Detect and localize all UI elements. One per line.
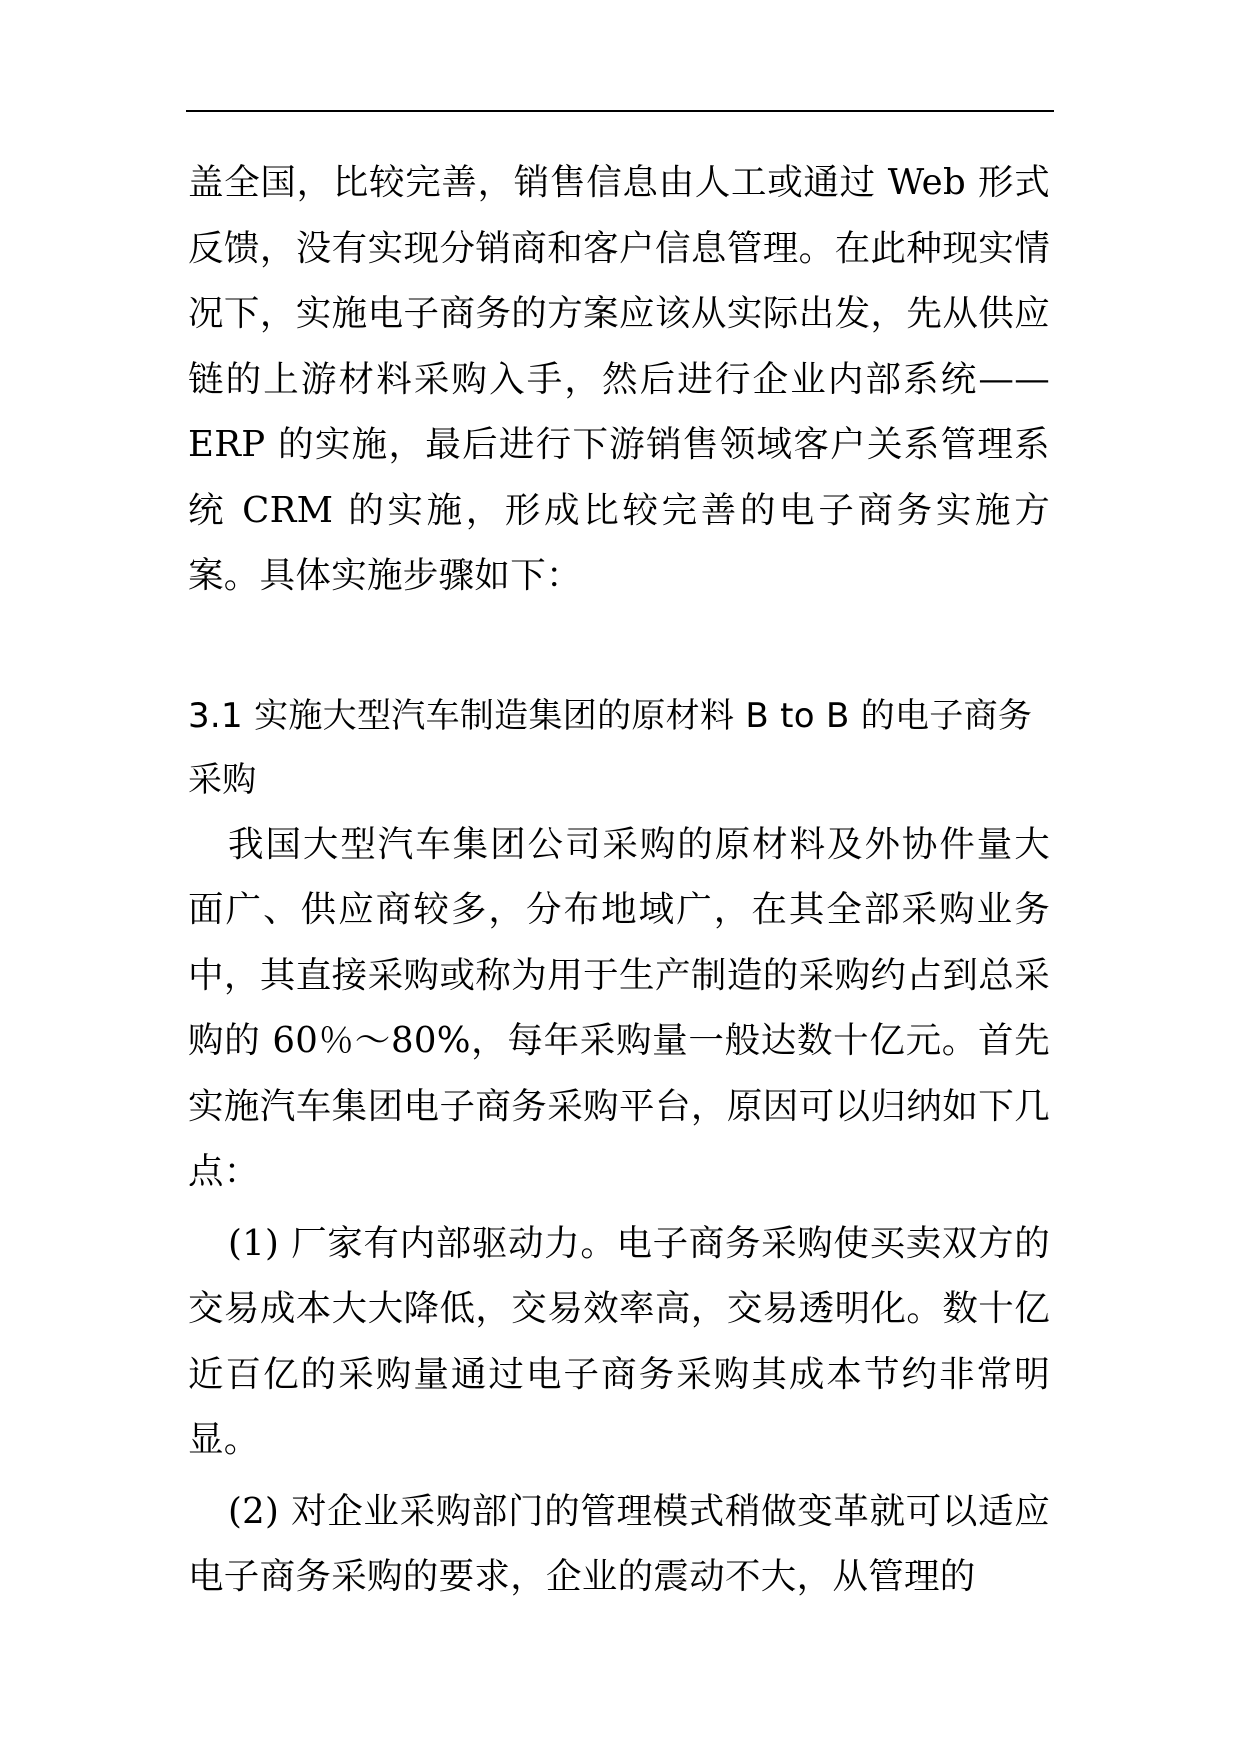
list-point-2: (2) 对企业采购部门的管理模式稍做变革就可以适应电子商务采购的要求，企业的震动不大，从管理的 bbox=[188, 1490, 1050, 1597]
body-paragraph-continued: 盖全国，比较完善，销售信息由人工或通过 Web 形式反馈，没有实现分销商和客户信息管理。在此种现实情况下，实施电子商务的方案应该从实际出发，先从供应链的上游材料采购入手，然后进行企业内部系统——ERP 的实施，最后进行下游销售领域客户关系管理系统 CRM 的实施，形成比较完善的电子商务实施方案。具体实施步骤如下： bbox=[188, 162, 1050, 596]
document-body bbox=[188, 150, 1050, 1610]
body-paragraph-intro: 我国大型汽车集团公司采购的原材料及外协件量大面广、供应商较多，分布地域广，在其全部采购业务中，其直接采购或称为用于生产制造的采购约占到总采购的 60％～80%，每年采购量一般达数十亿元。首先实施汽车集团电子商务采购平台，原因可以归纳如下几点： bbox=[188, 823, 1050, 1192]
list-point-1: (1) 厂家有内部驱动力。电子商务采购使买卖双方的交易成本大大降低，交易效率高，交易透明化。数十亿近百亿的采购量通过电子商务采购其成本节约非常明显。 bbox=[188, 1222, 1050, 1460]
section-heading: 3.1 实施大型汽车制造集团的原材料 B to B 的电子商务采购 bbox=[188, 695, 1033, 800]
header-rule bbox=[186, 110, 1054, 112]
